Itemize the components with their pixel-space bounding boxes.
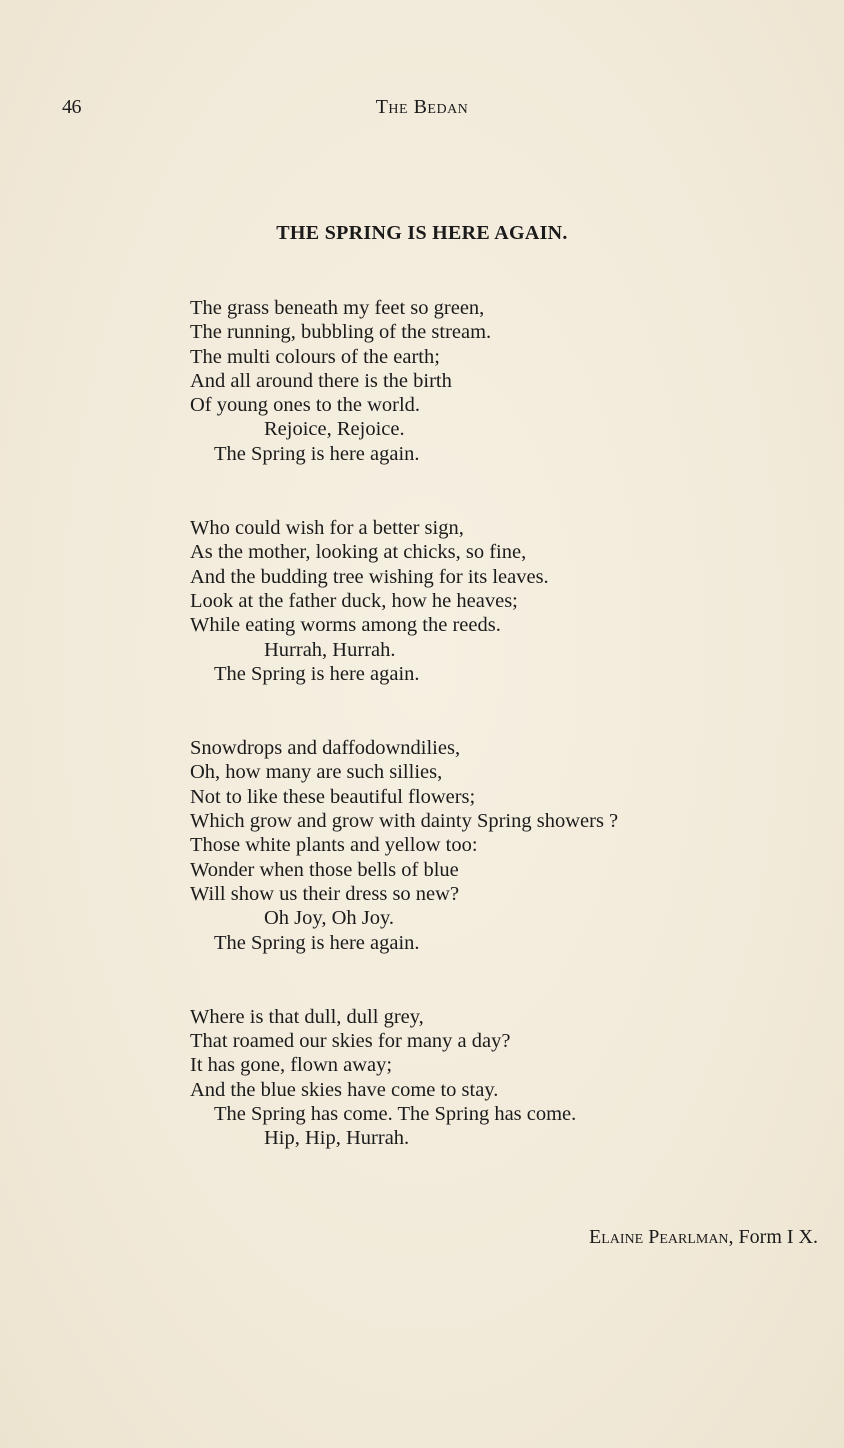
poem-line: Not to like these beautiful flowers; — [190, 785, 476, 808]
poem-line: And the blue skies have come to stay. — [190, 1078, 499, 1101]
poem-line: That roamed our skies for many a day? — [190, 1030, 511, 1053]
stanza — [190, 516, 618, 686]
page-number: 46 — [62, 96, 81, 118]
poem-line: Of young ones to the world. — [190, 394, 421, 417]
author-signature — [589, 1226, 818, 1249]
poem-line: Rejoice, Rejoice. — [264, 418, 405, 441]
poem-line: As the mother, looking at chicks, so fine, — [190, 541, 527, 564]
poem-line: The Spring is here again. — [214, 442, 420, 465]
journal-title: The Bedan — [375, 96, 469, 118]
poem-title: THE SPRING IS HERE AGAIN. — [276, 222, 568, 244]
stanza — [190, 1005, 618, 1151]
poem-line: The Spring has come. The Spring has come. — [214, 1103, 577, 1126]
poem-line: While eating worms among the reeds. — [190, 614, 501, 637]
author-form: Form I X. — [738, 1226, 818, 1248]
poem-line: Which grow and grow with dainty Spring showers ? — [190, 810, 619, 833]
poem-line: Will show us their dress so new? — [190, 882, 460, 905]
running-head — [0, 96, 844, 126]
poem-line: The running, bubbling of the stream. — [190, 321, 492, 344]
poem-line: The Spring is here again. — [214, 931, 420, 954]
poem-line: Oh, how many are such sillies, — [190, 761, 443, 784]
author-name: Elaine Pearlman, — [589, 1226, 734, 1248]
poem-line: It has gone, flown away; — [190, 1054, 393, 1077]
poem-line: Wonder when those bells of blue — [190, 858, 459, 881]
poem-line: The multi colours of the earth; — [190, 345, 440, 368]
poem-line: Hurrah, Hurrah. — [264, 638, 396, 661]
poem-line: Who could wish for a better sign, — [190, 517, 464, 540]
poem-line: Hip, Hip, Hurrah. — [264, 1127, 410, 1150]
poem-line: The grass beneath my feet so green, — [190, 297, 485, 319]
poem-line: Look at the father duck, how he heaves; — [190, 589, 518, 612]
poem-body — [190, 296, 618, 1201]
poem-line: The Spring is here again. — [214, 662, 420, 685]
poem-line: And all around there is the birth — [190, 369, 452, 392]
stanza — [190, 296, 618, 466]
poem-line: Oh Joy, Oh Joy. — [264, 907, 395, 930]
poem-line: Snowdrops and daffodowndilies, — [190, 737, 461, 760]
poem-line: Where is that dull, dull grey, — [190, 1005, 424, 1028]
poem-line: Those white plants and yellow too: — [190, 834, 478, 857]
stanza — [190, 736, 618, 955]
poem-line: And the budding tree wishing for its leaves. — [190, 565, 549, 588]
